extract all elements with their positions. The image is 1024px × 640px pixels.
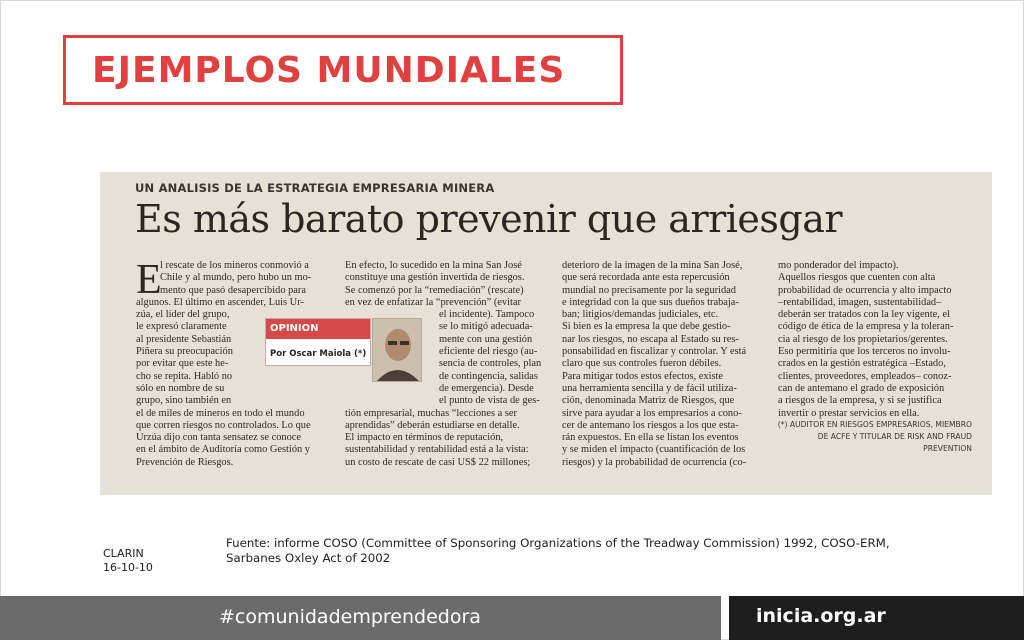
- article-line: le expresó claramente: [136, 321, 227, 333]
- author-photo: [372, 318, 422, 382]
- article-line: constituye una gestión invertida de riesgos.: [345, 272, 525, 284]
- article-line: l rescate de los mineros conmovió a: [160, 260, 309, 271]
- article-line: en vez de enfatizar la “prevención” (evitar: [345, 296, 521, 308]
- article-line: eficiente del riesgo (au-: [439, 346, 538, 358]
- slide-title: EJEMPLOS MUNDIALES: [92, 49, 566, 91]
- article-line: el punto de vista de ges-: [439, 395, 540, 407]
- article-line: rán expuestos. En ella se listan los eventos: [562, 432, 739, 444]
- article-line: de emergencia). Desde: [439, 382, 534, 394]
- source-label: [103, 547, 153, 575]
- author-note: [776, 419, 972, 455]
- article-kicker: UN ANALISIS DE LA ESTRATEGIA EMPRESARIA MINERA: [135, 181, 495, 195]
- article-line: un costo de rescate de casi US$ 22 millones;: [345, 456, 531, 468]
- article-line: Eso permitiría que los terceros no involu-: [778, 346, 951, 358]
- author-note-line: DE ACFE Y TITULAR DE RISK AND FRAUD: [817, 432, 972, 441]
- footer-site-bar: [729, 596, 1024, 640]
- article-line: –rentabilidad, imagen, sustentabilidad–: [778, 296, 942, 308]
- article-line: El impacto en términos de reputación,: [345, 432, 504, 444]
- article-line: una herramienta sencilla y de fácil utiliza-: [562, 382, 737, 394]
- article-line: En efecto, lo sucedido en la mina San José: [345, 260, 522, 271]
- footnote: Fuente: informe COSO (Committee of Sponsoring Organizations of the Treadway Commission) 1992, COSO-ERM, Sarbanes Oxley Act of 2002: [226, 536, 890, 565]
- article-line: invertir o prestar servicios en ella.: [778, 407, 920, 419]
- opinion-label: OPINION: [266, 319, 370, 339]
- article-line: can de antemano el grado de exposición: [778, 382, 945, 394]
- article-line: zúa, el líder del grupo,: [136, 309, 230, 321]
- article-line: a riesgos de la empresa, y si se justifica: [778, 395, 942, 407]
- article-line: e integridad con la que sus dueños trabaja-: [562, 296, 739, 308]
- article-line: tión empresarial, muchas “lecciones a ser: [345, 407, 517, 419]
- article-line: y se miden el impacto (cuantificación de los: [562, 444, 746, 456]
- article-line: se lo mitigó adecuada-: [439, 321, 533, 333]
- article-line: sirve para ayudar a los empresarios a cono-: [562, 407, 742, 419]
- title-box: [63, 35, 623, 105]
- article-headline: Es más barato prevenir que arriesgar: [135, 197, 843, 241]
- article-line: probabilidad de ocurrencia y alto impacto: [778, 284, 952, 296]
- article-line: Aquellos riesgos que cuenten con alta: [778, 272, 936, 284]
- article-line: Se comenzó por la “remediación” (rescate): [345, 284, 524, 296]
- article-line: crados en la gestión estratégica –Estado,: [778, 358, 946, 370]
- article-line: Para mitigar todos estos efectos, existe: [562, 370, 724, 382]
- footer-hashtag[interactable]: #comunidademprendedora: [219, 606, 481, 628]
- article-line: sencia de controles, plan: [439, 358, 542, 370]
- article-line: cia al riesgo de los propietarios/gerentes.: [778, 333, 948, 345]
- article-line: claro que sus controles fueron débiles.: [562, 358, 722, 370]
- article-line: Si bien es la empresa la que debe gestio-: [562, 321, 731, 333]
- article-line: que será recordada ante esta repercusión: [562, 272, 730, 284]
- article-line: riesgos) y la probabilidad de ocurrencia (co-: [562, 456, 747, 468]
- article-line: ción, denominada Matriz de Riesgos, que: [562, 395, 735, 407]
- article-line: Prevención de Riesgos.: [136, 456, 234, 468]
- article-line: código de ética de la empresa y la toleran-: [778, 321, 954, 333]
- article-line: por evitar que este he-: [136, 358, 229, 370]
- article-line: cer de antemano los riesgos a los que esta-: [562, 419, 739, 431]
- author-note-line: PREVENTION: [923, 444, 972, 453]
- article-line: nar los riesgos, no escapa al Estado su res-: [562, 333, 739, 345]
- footer-site-link[interactable]: inicia.org.ar: [756, 605, 886, 627]
- article-line: en el ámbito de Auditoría como Gestión y: [136, 444, 311, 456]
- article-line: deterioro de la imagen de la mina San José,: [562, 260, 743, 271]
- opinion-author: Por Oscar Maiola (*): [270, 349, 367, 359]
- article-line: sólo en nombre de su: [136, 382, 225, 394]
- article-line: Urzúa dijo con tanta sensatez se conoce: [136, 432, 302, 444]
- article-line: el incidente). Tampoco: [439, 309, 535, 321]
- article-line: ban; litigios/demandas judiciales, etc.: [562, 309, 719, 321]
- article-line: Piñera su preocupación: [136, 346, 233, 358]
- article-line: ponsabilidad en fiscalizar y controlar. Y está: [562, 346, 747, 358]
- article-line: de contingencia, salidas: [439, 370, 538, 382]
- article-line: mundial no precisamente por la seguridad: [562, 284, 736, 296]
- article-line: mento que pasó desapercibido para: [160, 284, 306, 296]
- article-line: sustentabilidad y rentabilidad está a la vista:: [345, 444, 529, 456]
- article-line: aprendidas” deberán estudiarse en detalle.: [345, 419, 520, 431]
- drop-cap: E: [136, 257, 162, 303]
- article-line: grupo, sino también en: [136, 395, 232, 407]
- article-line: el de miles de mineros en todo el mundo: [136, 407, 305, 419]
- newspaper-clipping: [100, 172, 992, 495]
- author-portrait-icon: [373, 319, 421, 381]
- article-line: al presidente Sebastián: [136, 333, 232, 345]
- author-note-line: (*) AUDITOR EN RIESGOS EMPRESARIOS, MIEMBRO: [777, 420, 972, 429]
- article-line: clientes, proveedores, empleados– conoz-: [778, 370, 952, 382]
- article-line: Chile y al mundo, pero hubo un mo-: [160, 272, 312, 284]
- article-line: mente con una gestión: [439, 333, 533, 345]
- article-column-4: [778, 260, 953, 420]
- article-line: algunos. El último en ascender, Luis Ur-: [136, 296, 304, 308]
- article-column-3: [562, 260, 746, 469]
- article-line: cho se repita. Habló no: [136, 370, 233, 382]
- footer-hashtag-bar: [0, 596, 721, 640]
- opinion-box: [265, 318, 371, 366]
- source-name: CLARIN: [103, 547, 144, 560]
- article-line: deberán ser tratados con la ley vigente, el: [778, 309, 950, 321]
- article-line: mo ponderador del impacto).: [778, 260, 899, 271]
- article-line: que corren riesgos no controlados. Lo que: [136, 419, 311, 431]
- source-date: 16-10-10: [103, 561, 153, 574]
